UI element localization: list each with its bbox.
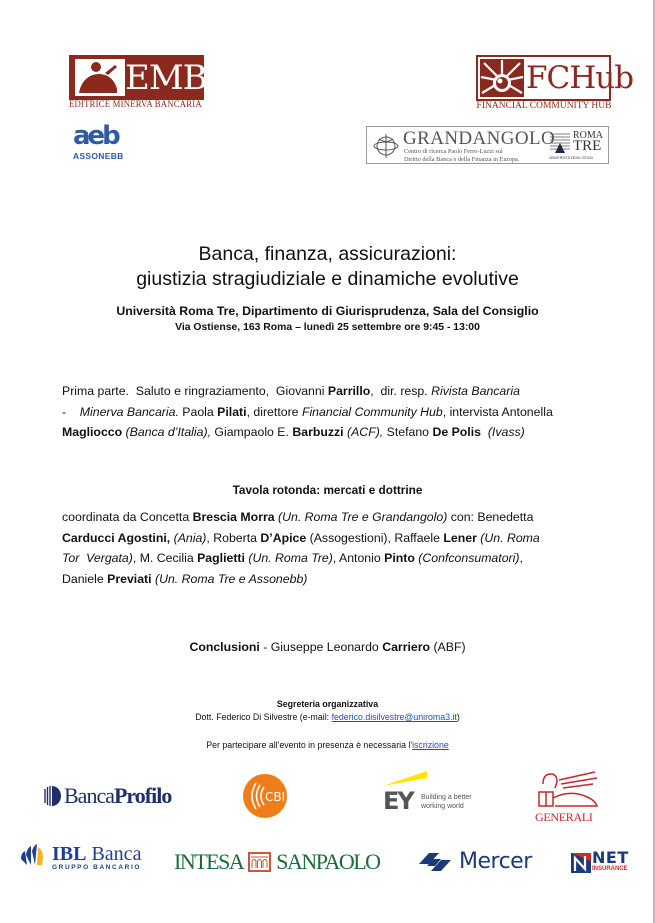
rich-line <box>62 548 634 569</box>
text-segment: , direttore <box>246 404 302 419</box>
intesa-name: INTESA <box>174 849 244 874</box>
rich-line <box>62 569 634 590</box>
grandangolo-subtitle-line1: Centro di ricerca Paolo Ferro-Luzzi sul <box>404 148 503 155</box>
net-insurance-logo <box>571 849 641 877</box>
grandangolo-name: GRANDANGOLO <box>403 128 556 149</box>
bold-text: Pinto <box>384 551 415 565</box>
ibl-name <box>52 843 141 865</box>
grandangolo-subtitle <box>404 148 519 163</box>
italic-text: Financial Community Hub <box>301 404 443 419</box>
text-segment: , <box>519 551 523 565</box>
bold-text: Lener <box>443 530 477 545</box>
first-part-paragraph <box>62 381 634 443</box>
bold-text: Brescia Morra <box>192 510 275 524</box>
cbi-name: CBI <box>265 790 286 804</box>
italic-text: Minerva Bancaria. <box>79 404 179 419</box>
banca-profilo-logo <box>43 784 171 808</box>
text-segment: Paola <box>178 404 218 419</box>
email-link[interactable]: federico.disilvestre@uniroma3.it <box>331 712 457 722</box>
mercer-mark-icon <box>417 850 453 874</box>
bold-text: Previati <box>107 571 152 586</box>
roma-tre-university: UNIVERSITÀ DEGLI STUDI <box>549 156 593 160</box>
assonebb-subtitle: ASSONEBB <box>73 151 124 161</box>
bold-text: Carducci Agostini, <box>62 530 171 545</box>
secretariat-contact <box>0 712 655 722</box>
grandangolo-logo <box>366 126 609 164</box>
text-segment: , Antonio <box>332 551 385 565</box>
ibl-banca-logo <box>19 843 141 877</box>
rich-line <box>62 422 634 443</box>
banca-profilo-name <box>64 784 171 808</box>
globe-icon <box>373 133 399 159</box>
banca-profilo-mark-icon <box>43 786 61 806</box>
bold-text: Pilati <box>217 404 247 419</box>
intesa-sanpaolo-logo <box>174 849 380 875</box>
event-title-line1: Banca, finanza, assicurazioni: <box>198 243 457 265</box>
registration-note <box>0 740 655 750</box>
conclusion-label: Conclusioni <box>189 640 260 654</box>
text-segment: , Roberta <box>206 530 261 545</box>
net-name: NET <box>592 848 629 867</box>
rich-line <box>62 381 634 402</box>
rich-line <box>62 528 634 549</box>
contact-suffix: ) <box>456 712 460 722</box>
event-address: Via Ostiense, 163 Roma – lunedì 25 settembre ore 9:45 - 13:00 <box>175 322 480 333</box>
cbi-logo <box>242 773 292 819</box>
ey-tagline-line2: working world <box>421 802 464 810</box>
generali-logo <box>533 770 601 826</box>
italic-text: (Un. Roma <box>476 530 540 545</box>
mercer-logo <box>417 848 532 876</box>
mercer-name: Mercer <box>459 849 532 874</box>
grandangolo-subtitle-line2: Diritto della Banca e della Finanza in Europa. <box>404 155 520 163</box>
text-segment: Prima parte. Saluto e ringraziamento, Giovanni <box>62 384 328 398</box>
conclusion-text: - Giuseppe Leonardo <box>259 640 383 654</box>
bold-text: Magliocco <box>62 425 123 439</box>
italic-text: (Un. Roma Tre e Assonebb) <box>151 571 308 586</box>
intesa-arch-icon <box>248 852 271 872</box>
net-subtitle: INSURANCE <box>592 866 628 872</box>
secretariat-title: Segreteria organizzativa <box>276 699 379 709</box>
text-segment: (Assogestioni), Raffaele <box>306 530 444 545</box>
text-segment: , dir. resp. <box>370 384 432 398</box>
roma-tre-name <box>573 130 603 152</box>
italic-text: (ACF), <box>343 425 384 439</box>
text-segment: - <box>62 404 80 419</box>
italic-text: Rivista Bancaria <box>431 384 520 398</box>
assonebb-mark: aeb <box>73 121 118 151</box>
italic-text: (Ivass) <box>480 425 525 439</box>
bold-text: Barbuzzi <box>292 425 344 439</box>
round-table-paragraph <box>62 507 634 589</box>
round-table-title: Tavola rotonda: mercati e dottrine <box>232 483 423 497</box>
ibl-name-rest: Banca <box>86 843 142 865</box>
ey-tagline-line1: Building a better <box>421 794 472 801</box>
banca-profilo-part2: Profilo <box>113 783 172 808</box>
bold-text: Parrillo <box>327 384 371 398</box>
emb-figure-icon <box>75 59 125 96</box>
ey-tagline <box>421 794 472 811</box>
event-venue: Università Roma Tre, Dipartimento di Giurisprudenza, Sala del Consiglio <box>116 304 539 318</box>
bold-text: De Polis <box>432 425 481 439</box>
fchub-logo <box>476 55 634 101</box>
conclusion <box>0 640 655 654</box>
fchub-subtitle: FINANCIAL COMMUNITY HUB <box>476 101 612 111</box>
ibl-fan-icon <box>19 843 49 869</box>
assonebb-logo <box>73 123 135 163</box>
ibl-subtitle: GRUPPO BANCARIO <box>52 864 142 871</box>
event-title-line2: giustizia stragiudiziale e dinamiche evolutive <box>136 268 519 290</box>
italic-text: (Un. Roma Tre e Grandangolo) <box>274 510 448 524</box>
text-segment: , M. Cecilia <box>132 551 198 565</box>
bold-text: Paglietti <box>197 551 245 565</box>
rich-line <box>62 402 634 423</box>
italic-text: Tor Vergata) <box>62 551 133 565</box>
emb-subtitle: EDITRICE MINERVA BANCARIA <box>69 100 202 110</box>
emb-logo <box>69 55 207 100</box>
emb-name: EMB <box>125 58 207 98</box>
roma-tre-arch-icon <box>550 132 570 154</box>
tre-line: TRE <box>573 138 602 154</box>
text-segment: , intervista Antonella <box>442 404 553 419</box>
italic-text: (Banca d’Italia), <box>122 425 211 439</box>
generali-lion-icon <box>535 770 601 810</box>
italic-text: (Un. Roma Tre) <box>244 551 333 565</box>
ey-beam-icon <box>383 770 431 788</box>
generali-name: GENERALI <box>535 810 593 824</box>
ibl-name-bold: IBL <box>52 843 87 865</box>
roma-line: ROMA <box>573 130 604 141</box>
fchub-sun-icon <box>480 59 524 97</box>
register-prefix: Per partecipare all'evento in presenza è necessaria l' <box>206 740 413 750</box>
ey-name: EY <box>383 787 413 815</box>
ibl-text-block <box>52 843 141 871</box>
contact-prefix: Dott. Federico Di Silvestre (e-mail: <box>195 712 332 722</box>
bold-text: D’Apice <box>260 530 307 545</box>
net-mark-icon <box>571 851 591 873</box>
rich-line <box>62 507 634 528</box>
italic-text: (Confconsumatori) <box>414 551 520 565</box>
italic-text: (Ania) <box>170 530 207 545</box>
text-segment: Daniele <box>62 571 108 586</box>
text-segment: Giampaolo E. <box>211 425 293 439</box>
conclusion-org: (ABF) <box>430 640 466 654</box>
text-segment: con: Benedetta <box>447 510 534 524</box>
ey-logo <box>383 770 483 816</box>
fchub-name: FCHub <box>526 60 634 96</box>
sanpaolo-name: SANPAOLO <box>276 849 380 874</box>
text-segment: coordinata da Concetta <box>62 510 193 524</box>
text-segment: Stefano <box>383 425 433 439</box>
conclusion-speaker: Carriero <box>382 640 431 654</box>
banca-profilo-part1: Banca <box>64 783 114 808</box>
registration-link[interactable]: iscrizione <box>412 740 449 750</box>
